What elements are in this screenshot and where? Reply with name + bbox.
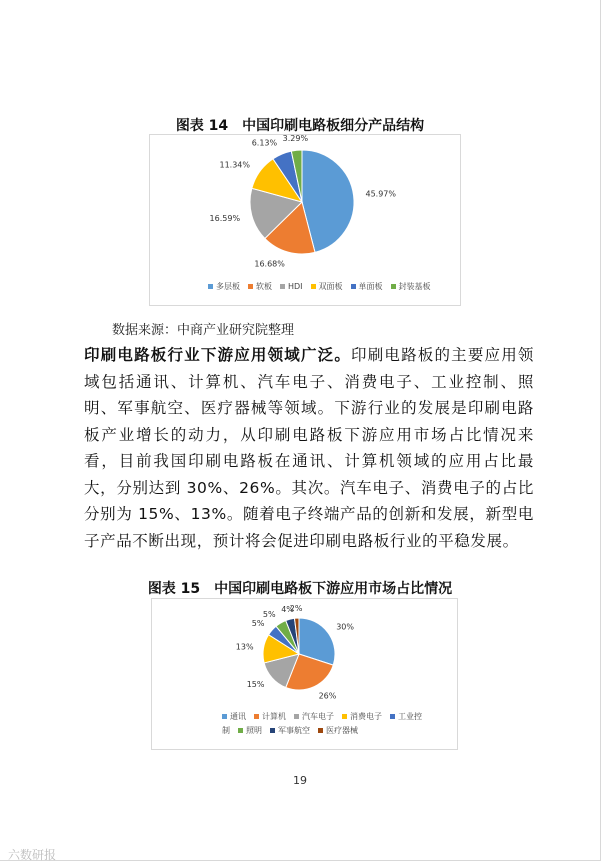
- fig14-legend-label-0: 多层板: [216, 282, 240, 291]
- figure14-pie-svg: [150, 135, 460, 285]
- data-source-note: 数据来源：中商产业研究院整理: [112, 323, 295, 338]
- fig14-legend-label-2: HDI: [288, 282, 303, 291]
- fig15-label-5: 5%: [262, 610, 276, 620]
- fig14-legend-label-1: 软板: [256, 282, 272, 291]
- paragraph-lead: 印刷电路板行业下游应用领域广泛。: [84, 346, 352, 364]
- fig15-label-6: 4%: [281, 605, 294, 615]
- page-number: 19: [293, 774, 307, 787]
- fig15-label-0: 30%: [336, 622, 354, 632]
- fig15-legend-item-3: [342, 712, 382, 721]
- watermark: 六数研报: [8, 848, 57, 862]
- fig14-legend-swatch-1: [248, 284, 253, 289]
- fig15-legend-item-6: [270, 726, 310, 735]
- figure15-legend: [222, 710, 422, 738]
- fig15-legend-label-2: 汽车电子: [302, 712, 334, 721]
- fig14-legend-item-4: [351, 282, 383, 291]
- fig14-label-3: 11.34%: [219, 160, 251, 170]
- fig14-legend-label-3: 双面板: [318, 282, 343, 291]
- figure15-title: 图表 15 中国印刷电路板下游应用市场占比情况: [147, 581, 453, 597]
- fig14-legend-label-4: 单面板: [358, 282, 383, 291]
- fig14-legend-item-1: [248, 282, 272, 291]
- fig15-legend-swatch-0: [222, 714, 227, 719]
- fig14-legend-item-5: [391, 282, 431, 291]
- fig15-legend-item-7: [318, 726, 358, 735]
- fig14-legend-swatch-2: [280, 284, 285, 289]
- fig15-legend-swatch-6: [270, 728, 275, 733]
- fig15-legend-swatch-1: [254, 714, 259, 719]
- fig15-label-3: 13%: [235, 642, 254, 652]
- fig14-legend-swatch-5: [391, 284, 396, 289]
- fig15-legend-item-0: [222, 712, 246, 721]
- fig14-legend-swatch-4: [351, 284, 356, 289]
- fig15-label-4: 5%: [251, 619, 265, 629]
- fig15-label-7: 2%: [289, 603, 303, 613]
- fig14-legend-item-2: [280, 282, 303, 291]
- fig14-label-1: 16.68%: [254, 259, 285, 269]
- fig14-label-5: 3.29%: [282, 135, 309, 144]
- fig14-legend-label-5: 封装基板: [398, 282, 431, 291]
- fig14-legend-swatch-0: [208, 284, 213, 289]
- fig15-legend-label-7: 医疗器械: [326, 726, 358, 735]
- fig14-label-2: 16.59%: [209, 213, 241, 223]
- fig14-legend-swatch-3: [311, 284, 316, 289]
- fig15-legend-label-3: 消费电子: [350, 712, 382, 721]
- fig15-legend-swatch-7: [318, 728, 323, 733]
- fig15-legend-label-4: 工业控制: [222, 712, 422, 735]
- paragraph-body: 印刷电路板的主要应用领域包括通讯、计算机、汽车电子、消费电子、工业控制、照明、军事航空、医疗器械等领域。下游行业的发展是印刷电路板产业增长的动力，从印刷电路板下游应用市场占比情况来看，目前我国印刷电路板在通讯、计算机领域的应用占比最大，分别达到 30%、26%。其次。汽车电子、消费电子的占比分别为 15%、13%。随着电子终端产品的创新和发展，新型电子产品不断出现，预计将会促进印刷电路板行业的平稳发展。: [84, 346, 534, 550]
- fig15-legend-swatch-2: [294, 714, 299, 719]
- fig15-label-2: 15%: [246, 680, 265, 690]
- fig15-legend-label-5: 照明: [246, 726, 262, 735]
- fig15-legend-item-2: [294, 712, 334, 721]
- fig14-label-0: 45.97%: [365, 189, 397, 199]
- figure14-legend: [208, 281, 439, 292]
- figure14-title: 图表 14 中国印刷电路板细分产品结构: [175, 118, 425, 134]
- figure14-chart: [149, 134, 461, 306]
- fig14-legend-item-0: [208, 282, 240, 291]
- fig14-legend-item-3: [311, 282, 343, 291]
- fig14-label-4: 6.13%: [251, 138, 278, 148]
- fig15-legend-swatch-5: [238, 728, 243, 733]
- fig15-legend-label-6: 军事航空: [278, 726, 310, 735]
- fig15-legend-label-1: 计算机: [262, 712, 286, 721]
- figure15-pie-svg: [152, 599, 457, 704]
- figure15-chart: [151, 598, 458, 750]
- fig15-legend-swatch-3: [342, 714, 347, 719]
- fig15-legend-item-5: [238, 726, 262, 735]
- fig15-legend-label-0: 通讯: [230, 712, 246, 721]
- fig15-legend-item-1: [254, 712, 286, 721]
- body-paragraph: [84, 342, 534, 554]
- fig15-legend-swatch-4: [390, 714, 395, 719]
- fig15-label-1: 26%: [318, 691, 337, 701]
